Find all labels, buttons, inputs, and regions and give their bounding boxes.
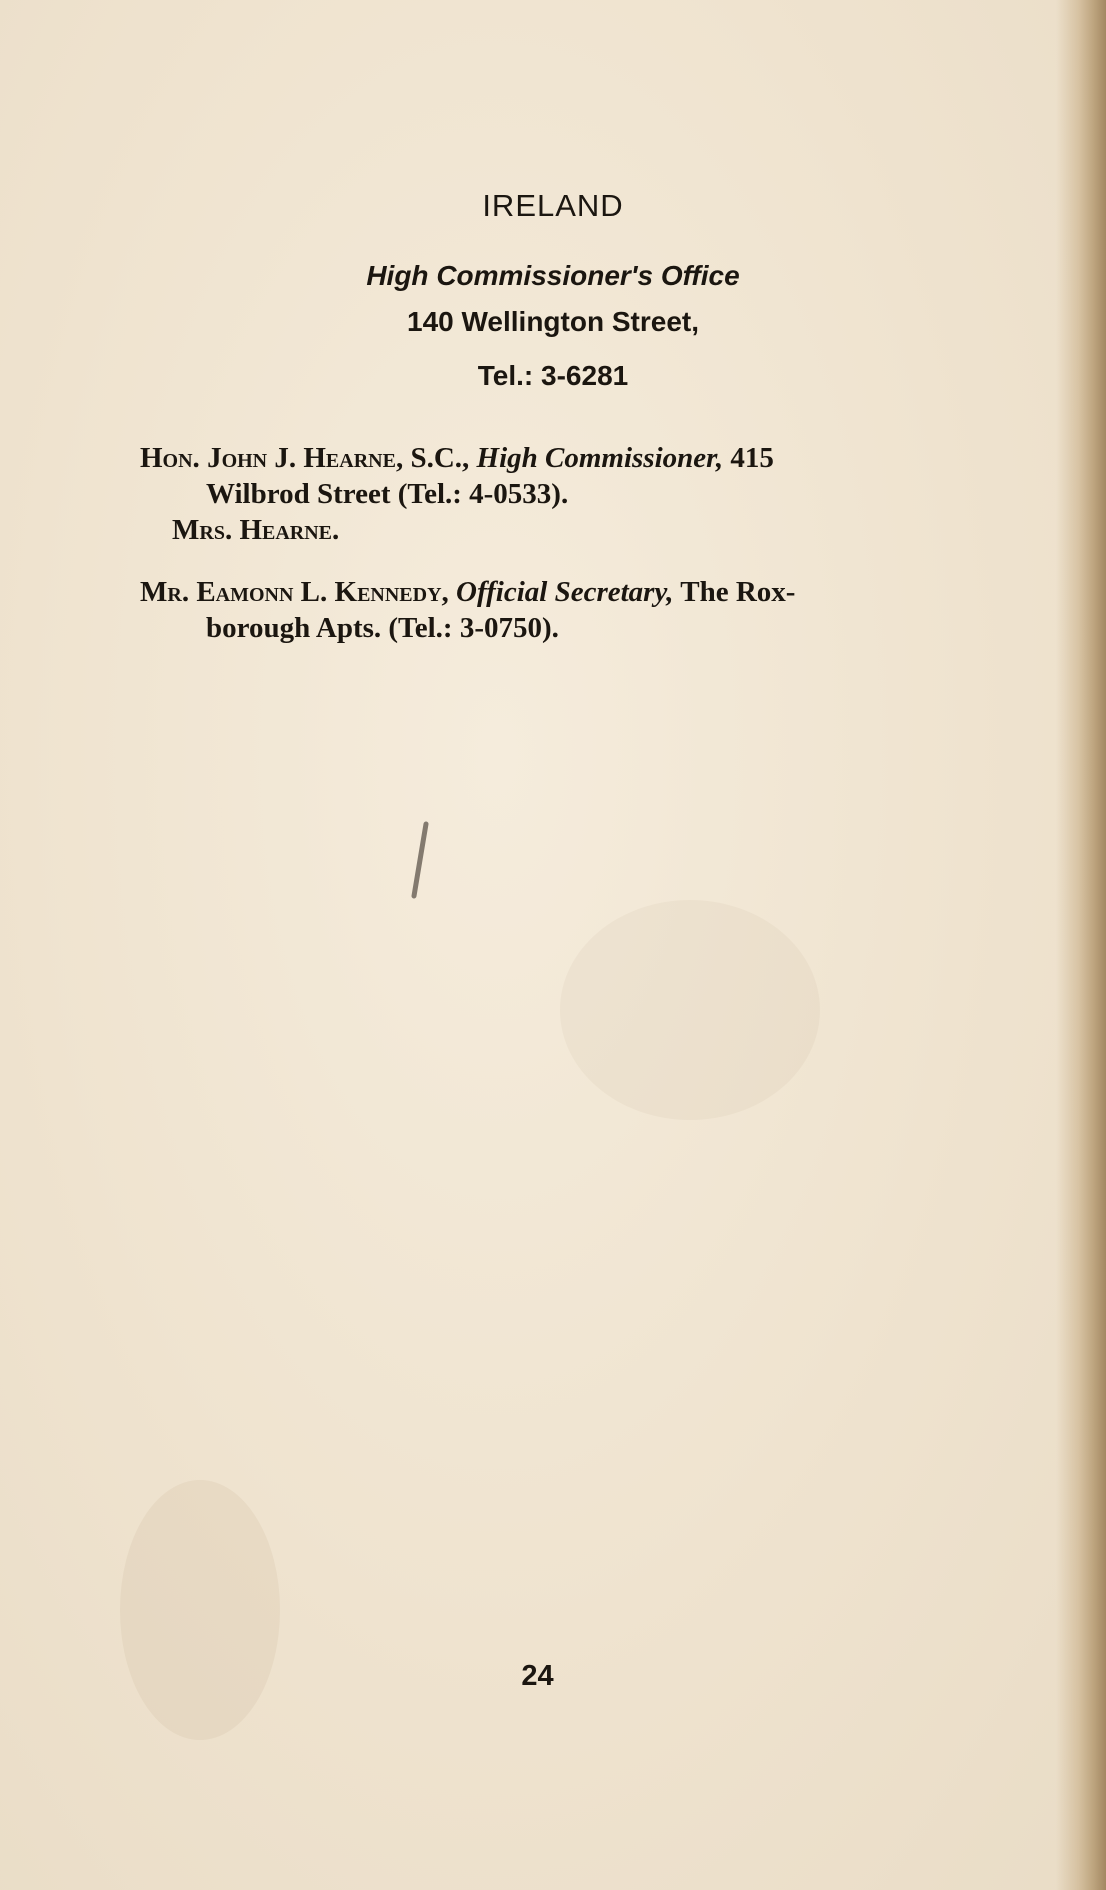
- honorific: Hon.: [140, 442, 200, 474]
- office-name: High Commissioner's Office: [366, 260, 740, 291]
- country-heading: IRELAND: [482, 188, 624, 223]
- entry-high-commissioner: [140, 440, 1040, 512]
- address-start: The Rox-: [673, 576, 796, 608]
- office-address: 140 Wellington Street,: [407, 306, 699, 337]
- name-suffix: , S.C.,: [395, 442, 477, 474]
- entry-continuation: borough Apts. (Tel.: 3-0750).: [206, 612, 559, 644]
- name-suffix: ,: [441, 576, 457, 608]
- entry-line: [140, 574, 1040, 610]
- person-name: John J. Hearne: [207, 442, 396, 474]
- entry-line: [140, 440, 1040, 476]
- person-title: Official Secretary,: [456, 576, 674, 608]
- entry-continuation: Wilbrod Street (Tel.: 4-0533).: [206, 478, 569, 510]
- office-phone: Tel.: 3-6281: [477, 360, 629, 391]
- entry-official-secretary: [140, 574, 1040, 646]
- pencil-mark: [400, 820, 440, 900]
- address-start: 415: [723, 442, 774, 474]
- paper-stain: [560, 900, 820, 1120]
- person-title: High Commissioner,: [476, 442, 724, 474]
- honorific: Mr.: [140, 576, 190, 608]
- spouse-name: Mrs. Hearne.: [172, 514, 340, 546]
- page-number: 24: [521, 1660, 554, 1692]
- paper-stain: [120, 1480, 280, 1740]
- entry-spouse: [140, 512, 1040, 548]
- person-name: Eamonn L. Kennedy: [196, 576, 442, 608]
